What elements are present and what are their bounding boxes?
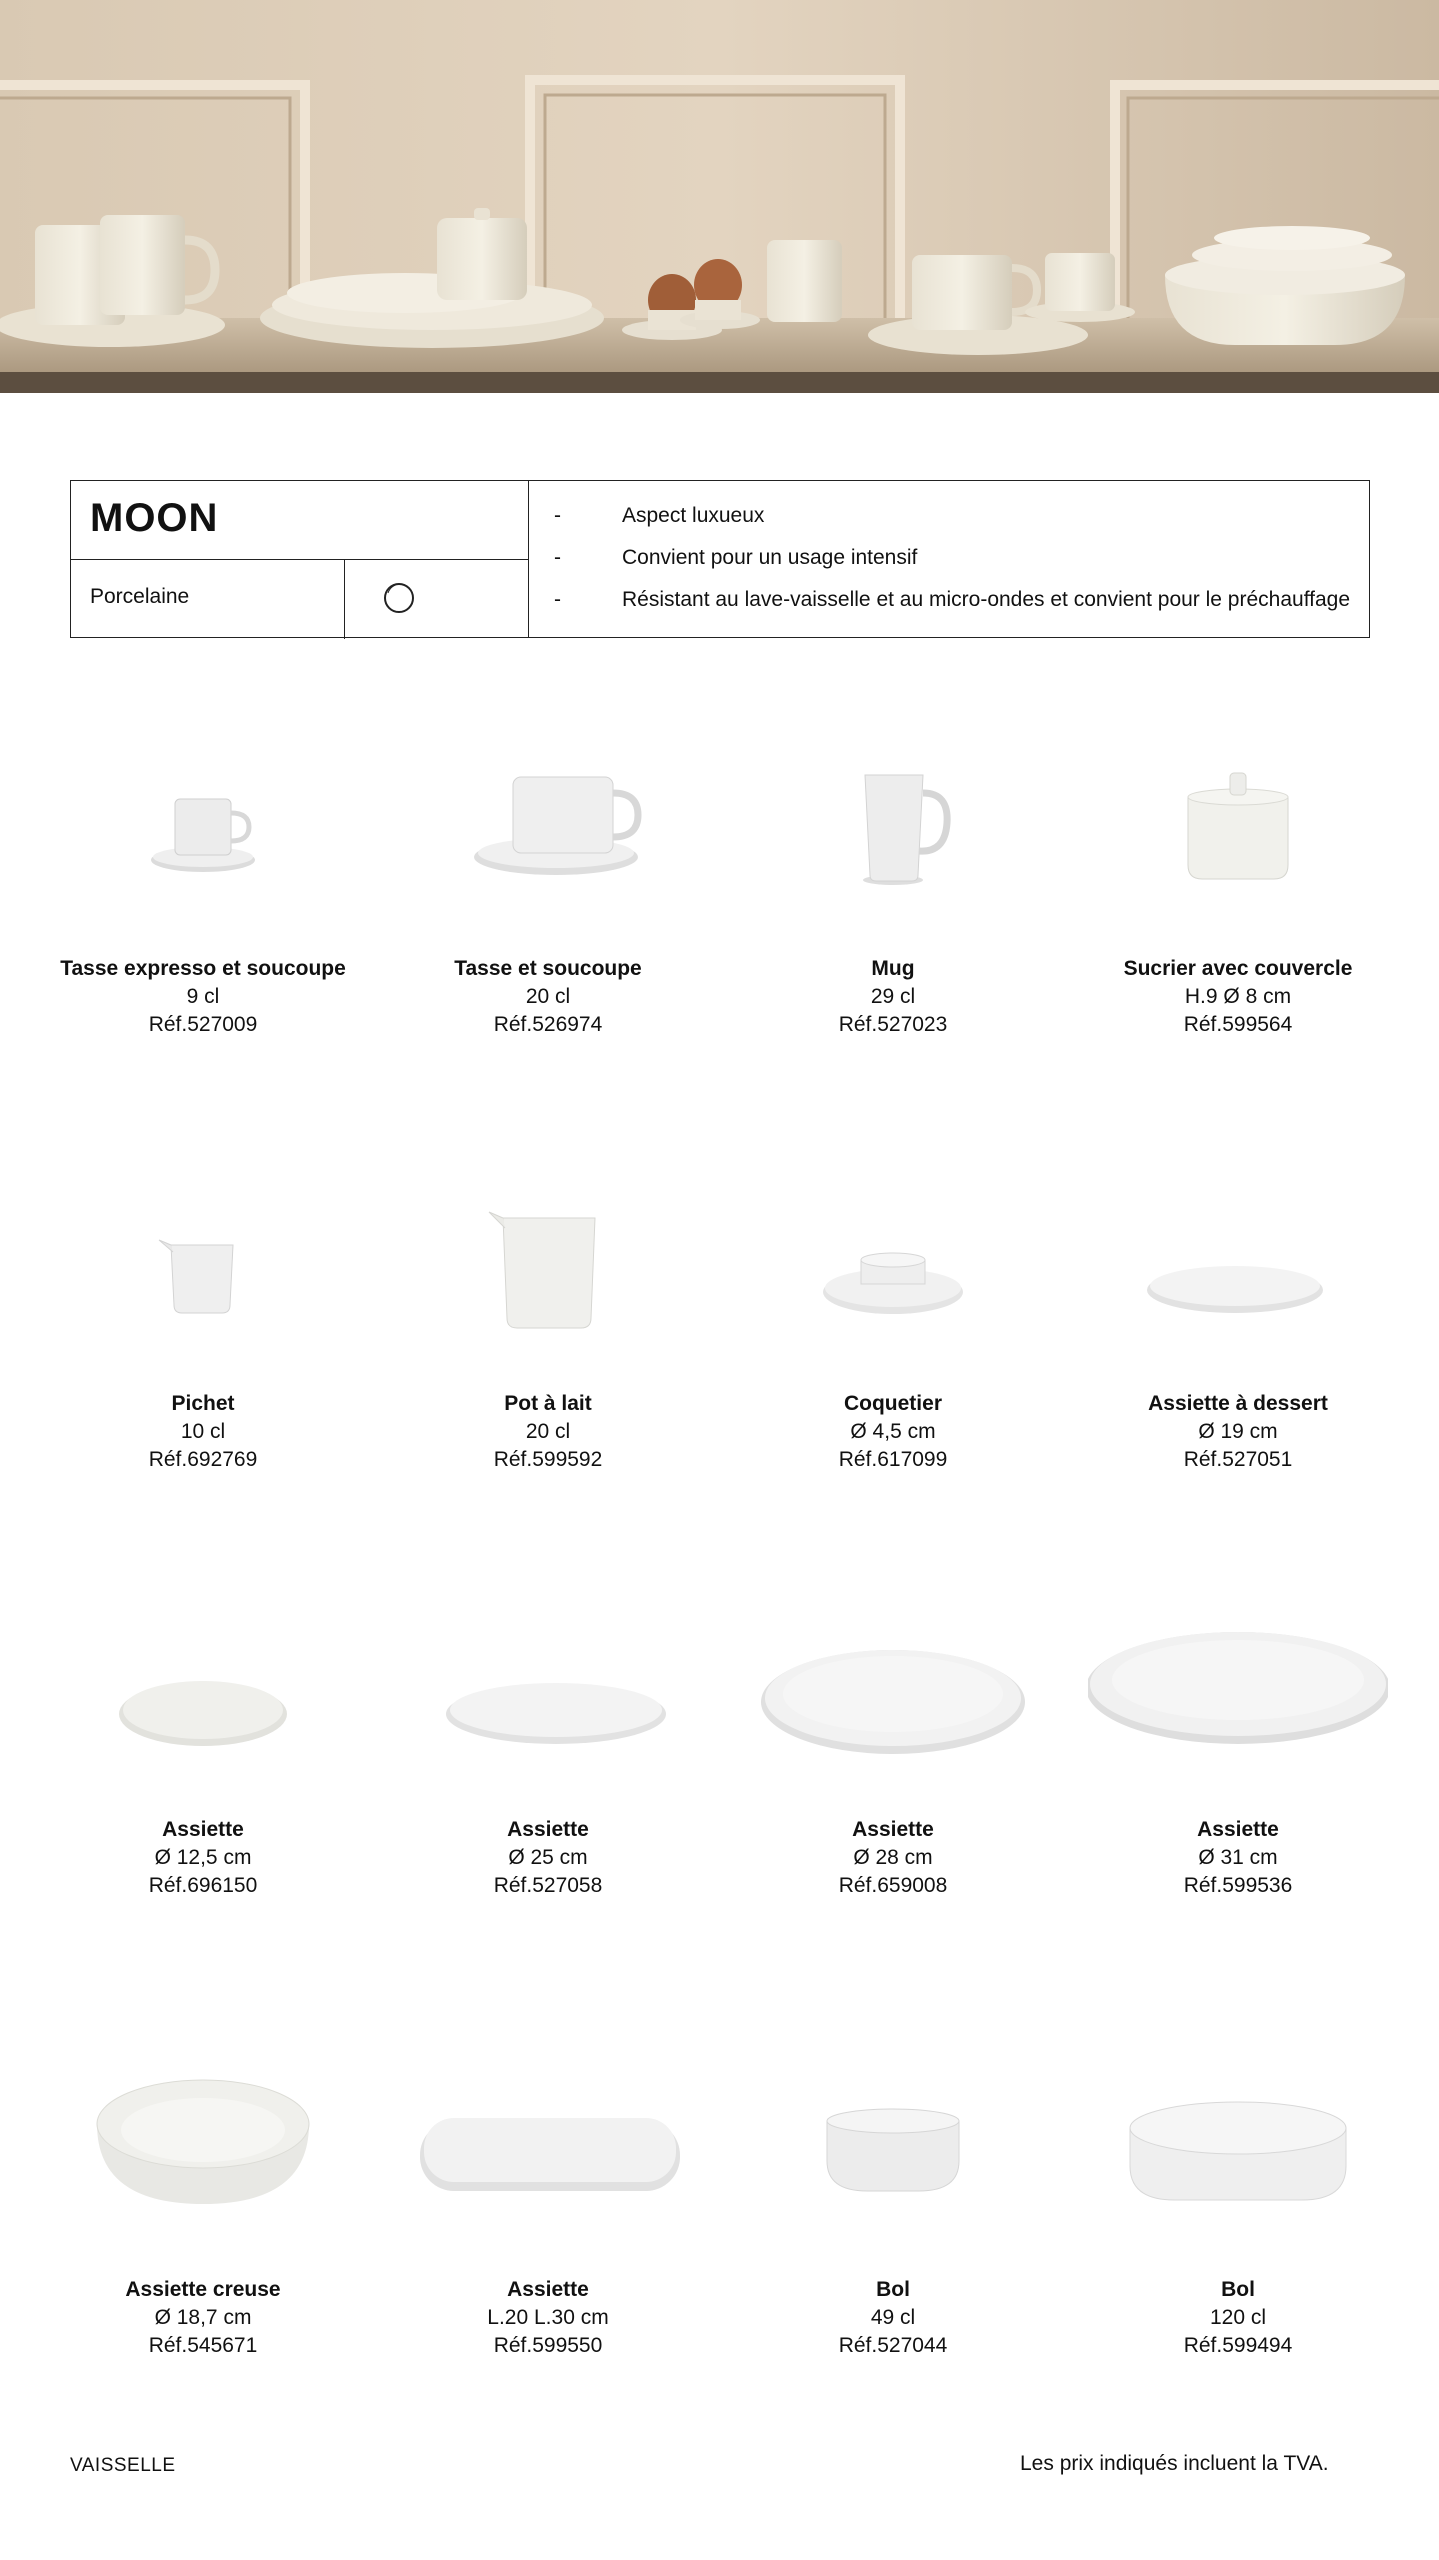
product-size: 120 cl [1209, 2306, 1267, 2329]
product-name: Assiette [507, 2278, 589, 2301]
section-label: VAISSELLE [70, 2455, 176, 2476]
sugar-bowl-icon [1088, 735, 1388, 935]
product-size: Ø 12,5 cm [154, 1846, 252, 1869]
product-ref: Réf.696150 [148, 1874, 258, 1897]
milk-jug-icon [398, 1170, 698, 1370]
product-ref: Réf.599550 [493, 2334, 603, 2357]
collection-info-box [70, 480, 1370, 638]
product-size: 9 cl [186, 985, 220, 1008]
product-ref: Réf.545671 [148, 2334, 258, 2357]
product-ref: Réf.617099 [838, 1448, 948, 1471]
product-size: Ø 31 cm [1198, 1846, 1278, 1869]
product-size: L.20 L.30 cm [487, 2306, 609, 2329]
bowl-large-icon [1088, 2056, 1388, 2256]
product-size: Ø 28 cm [853, 1846, 933, 1869]
feature-list [529, 495, 1350, 621]
product-ref: Réf.527009 [148, 1013, 258, 1036]
porcelain-ring-icon [382, 581, 416, 615]
product-card[interactable] [53, 1170, 353, 1474]
product-name: Pichet [171, 1392, 235, 1415]
feature-item: - Résistant au lave-vaisselle et au micro-ondes et convient pour le préchauffage [554, 588, 1351, 611]
bowl-small-icon [743, 2056, 1043, 2256]
product-card[interactable] [398, 1170, 698, 1474]
product-name: Tasse expresso et soucoupe [60, 957, 346, 980]
product-ref: Réf.659008 [838, 1874, 948, 1897]
product-size: Ø 4,5 cm [850, 1420, 936, 1443]
product-ref: Réf.527058 [493, 1874, 603, 1897]
vat-note: Les prix indiqués incluent la TVA. [1020, 2452, 1329, 2475]
plate-31-icon [1088, 1596, 1388, 1796]
product-card[interactable] [1088, 735, 1388, 1039]
title-cell [71, 481, 528, 560]
plate-25-icon [398, 1596, 698, 1796]
small-pitcher-icon [53, 1170, 353, 1370]
product-size: 10 cl [180, 1420, 226, 1443]
product-name: Pot à lait [504, 1392, 592, 1415]
cell-divider [344, 560, 345, 639]
product-ref: Réf.599536 [1183, 1874, 1293, 1897]
product-card[interactable] [743, 1596, 1043, 1900]
plate-28-icon [743, 1596, 1043, 1796]
product-size: 29 cl [870, 985, 916, 1008]
product-ref: Réf.527023 [838, 1013, 948, 1036]
product-name: Sucrier avec couvercle [1123, 957, 1353, 980]
product-name: Tasse et soucoupe [454, 957, 642, 980]
product-card[interactable] [398, 1596, 698, 1900]
product-name: Assiette [507, 1818, 589, 1841]
product-ref: Réf.526974 [493, 1013, 603, 1036]
product-ref: Réf.527051 [1183, 1448, 1293, 1471]
product-card[interactable] [743, 2056, 1043, 2360]
product-size: Ø 25 cm [508, 1846, 588, 1869]
collection-left-panel [71, 481, 529, 637]
product-card[interactable] [743, 1170, 1043, 1474]
product-name: Mug [871, 957, 915, 980]
product-size: H.9 Ø 8 cm [1184, 985, 1292, 1008]
product-size: 20 cl [525, 985, 571, 1008]
product-name: Assiette [852, 1818, 934, 1841]
product-size: Ø 19 cm [1198, 1420, 1278, 1443]
small-plate-icon [53, 1596, 353, 1796]
product-name: Assiette [1197, 1818, 1279, 1841]
product-size: 49 cl [870, 2306, 916, 2329]
espresso-cup-icon [53, 735, 353, 935]
feature-item: - Aspect luxueux [554, 504, 765, 527]
product-name: Bol [876, 2278, 910, 2301]
mug-icon [743, 735, 1043, 935]
product-card[interactable] [1088, 1170, 1388, 1474]
feature-item: - Convient pour un usage intensif [554, 546, 918, 569]
product-card[interactable] [398, 735, 698, 1039]
material-label: Porcelaine [90, 585, 190, 608]
product-card[interactable] [1088, 1596, 1388, 1900]
dessert-plate-icon [1088, 1170, 1388, 1370]
product-ref: Réf.599494 [1183, 2334, 1293, 2357]
product-name: Assiette creuse [125, 2278, 281, 2301]
product-name: Assiette [162, 1818, 244, 1841]
product-card[interactable] [53, 735, 353, 1039]
product-ref: Réf.527044 [838, 2334, 948, 2357]
product-ref: Réf.599592 [493, 1448, 603, 1471]
product-ref: Réf.599564 [1183, 1013, 1293, 1036]
product-name: Bol [1221, 2278, 1255, 2301]
collection-title: MOON [90, 496, 219, 540]
hero-photo [0, 0, 1439, 393]
oval-plate-icon [398, 2056, 698, 2256]
deep-plate-icon [53, 2056, 353, 2256]
product-size: 20 cl [525, 1420, 571, 1443]
product-card[interactable] [53, 2056, 353, 2360]
product-card[interactable] [398, 2056, 698, 2360]
product-size: Ø 18,7 cm [154, 2306, 252, 2329]
product-card[interactable] [53, 1596, 353, 1900]
product-card[interactable] [1088, 2056, 1388, 2360]
product-ref: Réf.692769 [148, 1448, 258, 1471]
product-card[interactable] [743, 735, 1043, 1039]
product-name: Assiette à dessert [1148, 1392, 1328, 1415]
product-name: Coquetier [843, 1392, 942, 1415]
egg-cup-icon [743, 1170, 1043, 1370]
cup-saucer-icon [398, 735, 698, 935]
